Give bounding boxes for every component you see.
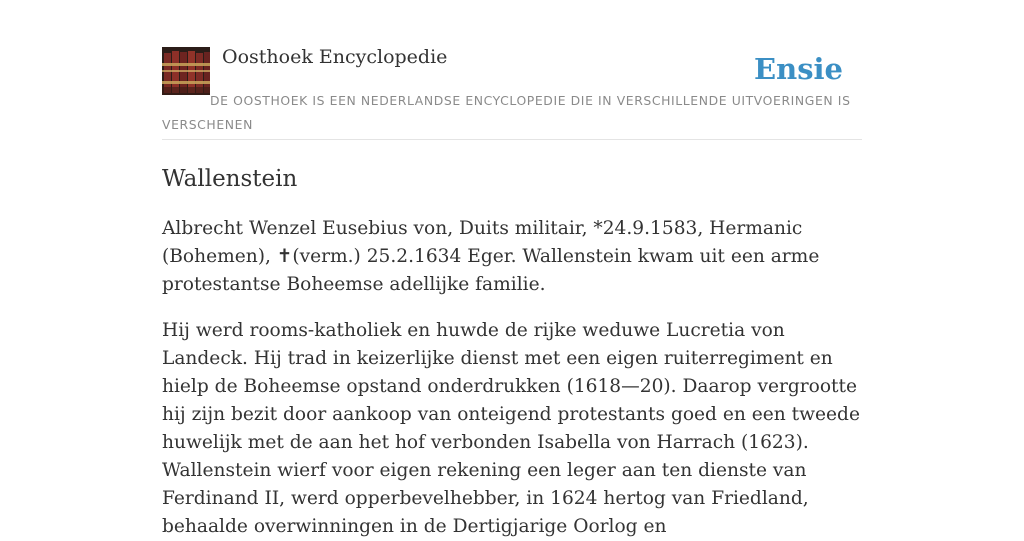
article (162, 160, 862, 541)
article-paragraph: Hij werd rooms-katholiek en huwde de rijke weduwe Lucretia von Landeck. Hij trad in keizerlijke dienst met een eigen ruiterregiment en hielp de Boheemse opstand onderdrukken (1618—20). Daarop vergrootte hij zijn bezit door aankoop van onteigend protestants goed en een tweede huwelijk met de aan het hof verbonden Isabella von Harrach (1623). Wallenstein wierf voor eigen rekening een leger aan ten dienste van Ferdinand II, werd opperbevelhebber, in 1624 hertog van Friedland, behaalde overwinningen in de Dertigjarige Oorlog en (162, 320, 860, 537)
site-header (162, 44, 862, 140)
site-tagline: DE OOSTHOEK IS EEN NEDERLANDSE ENCYCLOPEDIE DIE IN VERSCHILLENDE UITVOERINGEN IS VERSCHENEN (162, 93, 851, 132)
books-icon (162, 47, 210, 95)
site-title-link[interactable]: Oosthoek Encyclopedie (222, 46, 448, 68)
article-title: Wallenstein (162, 166, 298, 192)
ensie-brand-logo[interactable]: Ensie (754, 52, 843, 86)
encyclopedia-books-avatar[interactable] (162, 47, 210, 95)
article-paragraph: Albrecht Wenzel Eusebius von, Duits militair, *24.9.1583, Hermanic (Bohemen), ✝(verm.) 25.2.1634 Eger. Wallenstein kwam uit een arme protestantse Boheemse adellijke familie. (162, 218, 820, 295)
